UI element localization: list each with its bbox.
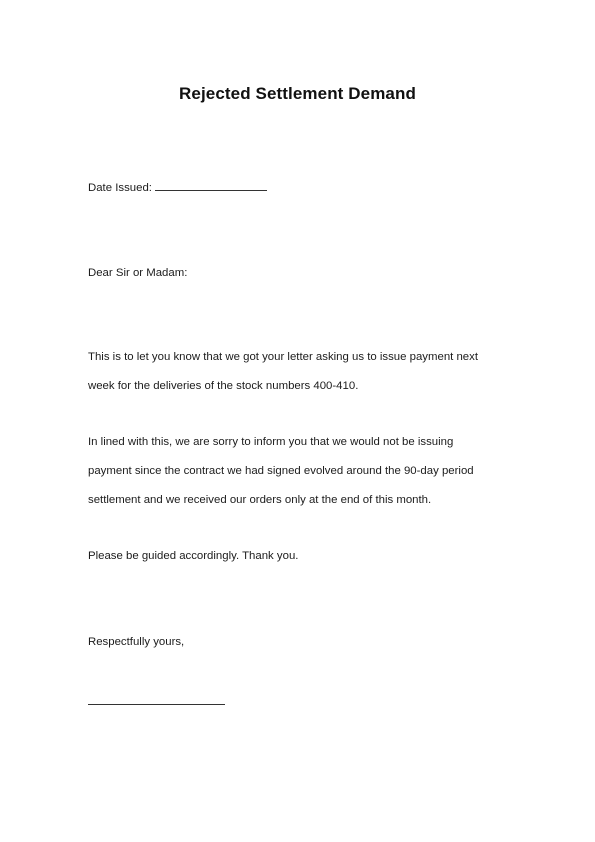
document-title: Rejected Settlement Demand <box>179 84 416 103</box>
salutation: Dear Sir or Madam: <box>88 267 188 279</box>
paragraph-1-line-1: This is to let you know that we got your letter asking us to issue payment next <box>88 351 479 363</box>
paragraph-2-line-2: payment since the contract we had signed evolved around the 90-day period <box>88 465 474 477</box>
date-issued-blank <box>155 180 267 191</box>
date-issued-label: Date Issued: <box>88 182 152 194</box>
paragraph-2-line-3: settlement and we received our orders only at the end of this month. <box>88 494 432 506</box>
signature-line <box>88 704 225 705</box>
paragraph-1-line-2: week for the deliveries of the stock numbers 400-410. <box>88 380 359 392</box>
date-issued-line <box>88 180 267 194</box>
closing: Respectfully yours, <box>88 636 185 648</box>
paragraph-2-line-1: In lined with this, we are sorry to inform you that we would not be issuing <box>88 436 454 448</box>
paragraph-3: Please be guided accordingly. Thank you. <box>88 550 299 562</box>
